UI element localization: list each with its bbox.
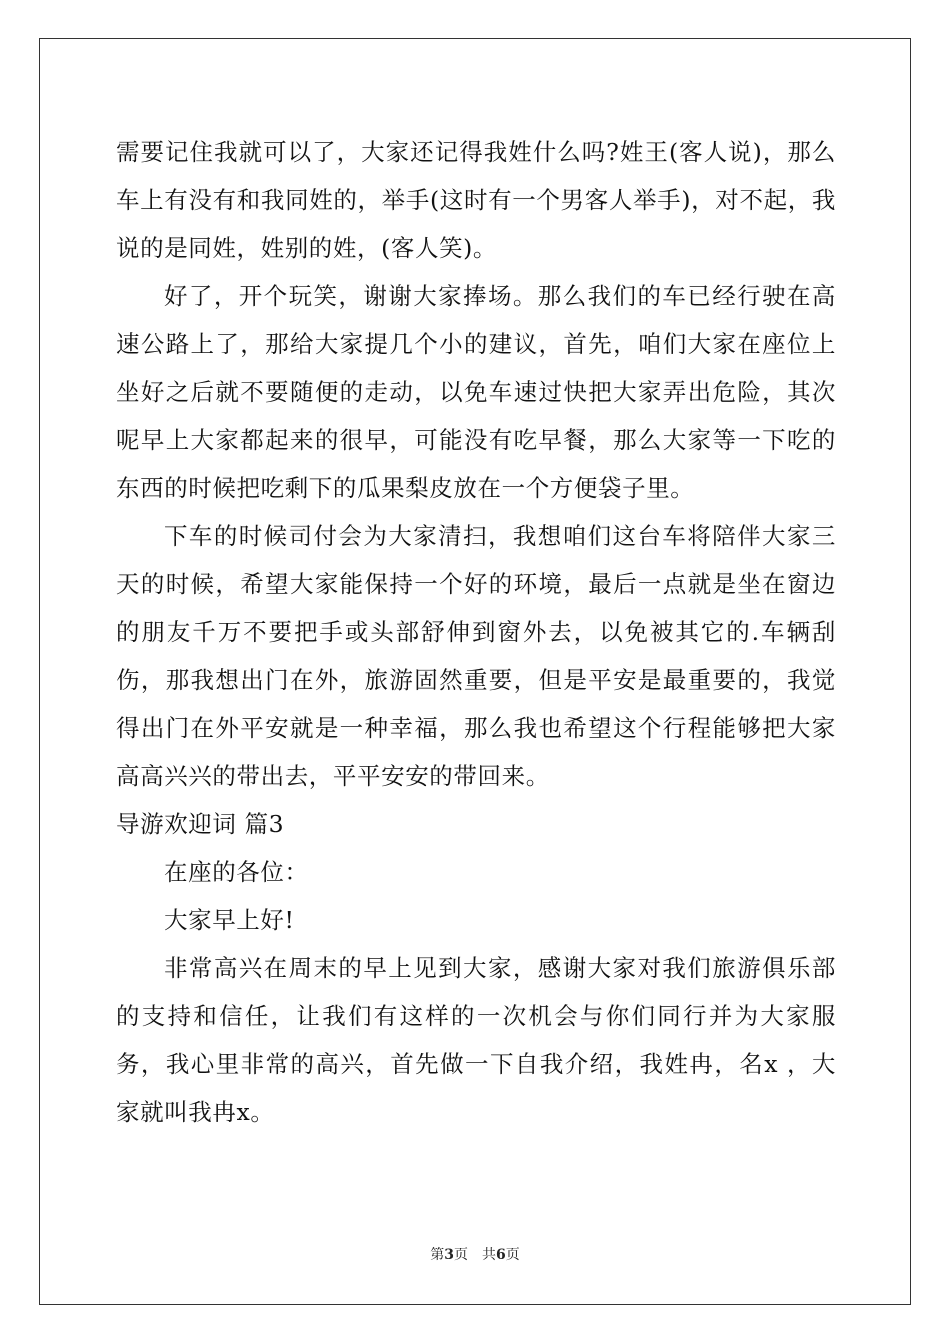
section-paragraph-2: 大家早上好! (164, 906, 295, 934)
page-suffix: 页 (454, 1247, 468, 1263)
paragraph-2: 好了，开个玩笑，谢谢大家捧场。那么我们的车已经行驶在高速公路上了，那给大家提几个小的建议，首先，咱们大家在座位上坐好之后就不要随便的走动，以免车速过快把大家弄出危险，其次呢早上大家都起来的很早，可能没有吃早餐，那么大家等一下吃的东西的时候把吃剩下的瓜果梨皮放在一个方便袋子里。 (116, 282, 836, 502)
page-footer (0, 1245, 950, 1265)
section-heading: 导游欢迎词 篇3 (116, 810, 285, 838)
page-prefix: 第 (430, 1247, 445, 1263)
section-paragraph-1: 在座的各位： (164, 858, 309, 886)
page-number: 3 (444, 1247, 454, 1263)
section-paragraph-3: 非常高兴在周末的早上见到大家，感谢大家对我们旅游俱乐部的支持和信任，让我们有这样的一次机会与你们同行并为大家服务，我心里非常的高兴，首先做一下自我介绍，我姓冉，名x ，大家就叫我冉x。 (116, 954, 836, 1126)
total-suffix: 页 (505, 1247, 520, 1263)
paragraph-3: 下车的时候司付会为大家清扫，我想咱们这台车将陪伴大家三天的时候，希望大家能保持一个好的环境，最后一点就是坐在窗边的朋友千万不要把手或头部舒伸到窗外去，以免被其它的.车辆刮伤，那我想出门在外，旅游固然重要，但是平安是最重要的，我觉得出门在外平安就是一种幸福，那么我也希望这个行程能够把大家高高兴兴的带出去，平平安安的带回来。 (116, 522, 836, 790)
paragraph-1: 需要记住我就可以了，大家还记得我姓什么吗?姓王(客人说)，那么车上有没有和我同姓的，举手(这时有一个男客人举手)，对不起，我说的是同姓，姓别的姓，(客人笑)。 (116, 138, 836, 262)
total-pages: 6 (496, 1247, 506, 1263)
document-body (116, 128, 836, 1136)
total-prefix: 共 (482, 1247, 496, 1263)
